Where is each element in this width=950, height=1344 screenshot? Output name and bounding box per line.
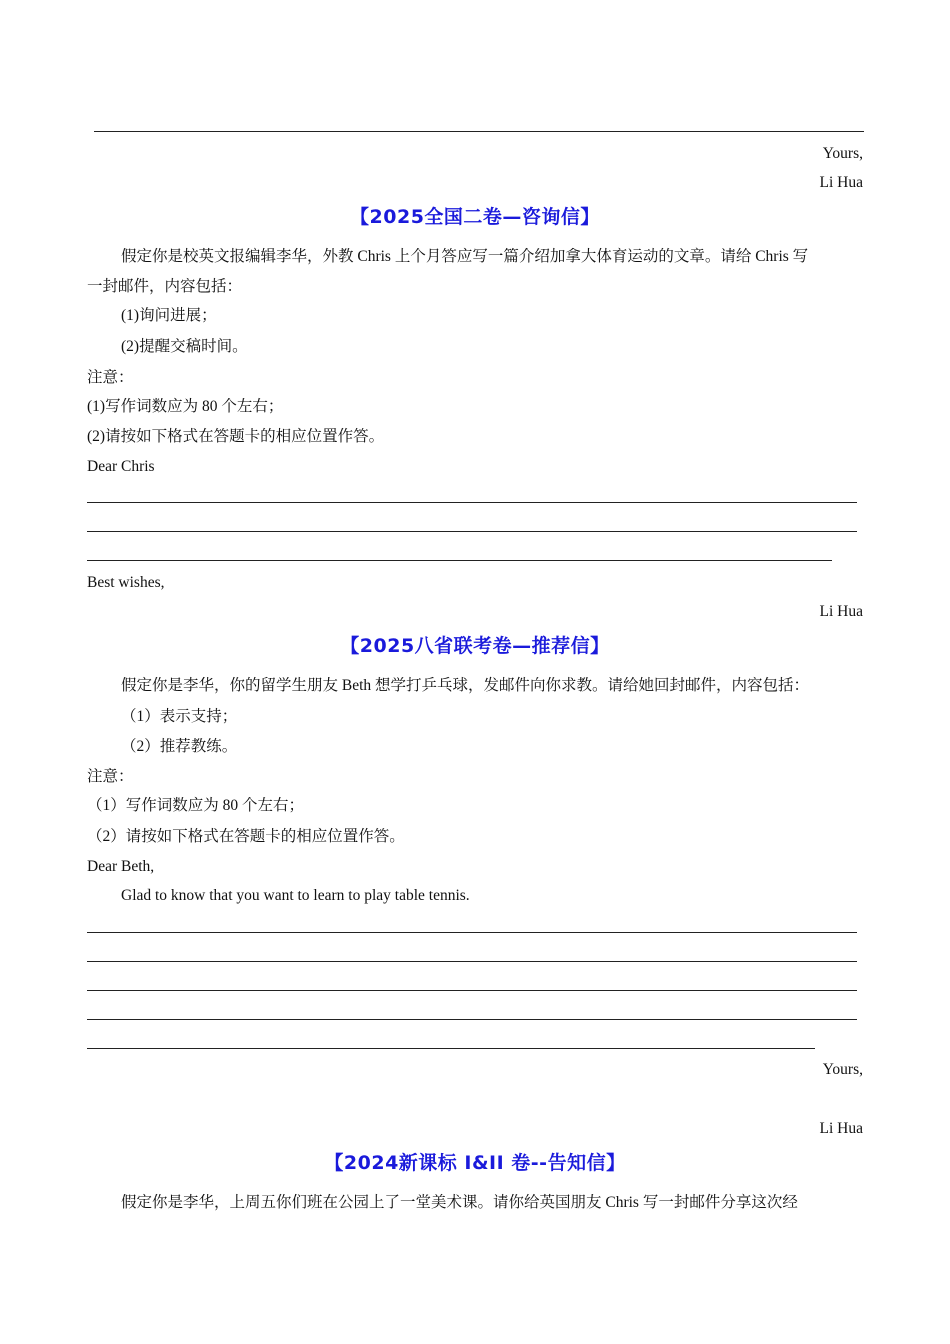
answer-line	[87, 1048, 815, 1049]
salutation: Dear Beth,	[87, 858, 155, 875]
prompt-line: 假定你是校英文报编辑李华，外教 Chris 上个月答应写一篇介绍加拿大体育运动的文章。请给 Chris 写	[121, 248, 809, 265]
answer-line	[87, 990, 857, 991]
closing-yours: Yours,	[822, 145, 863, 162]
note-item: （1）写作词数应为 80 个左右；	[87, 797, 305, 814]
content-point: (2)提醒交稿时间。	[121, 338, 248, 355]
closing-yours: Yours,	[822, 1061, 863, 1078]
note-item: (2)请按如下格式在答题卡的相应位置作答。	[87, 428, 385, 445]
section-heading-2025-national-2: 【2025全国二卷—咨询信】	[350, 206, 600, 228]
answer-line	[87, 1019, 857, 1020]
answer-line	[87, 531, 857, 532]
answer-line	[87, 961, 857, 962]
signature: Li Hua	[819, 603, 863, 620]
closing: Best wishes,	[87, 574, 165, 591]
salutation: Dear Chris	[87, 458, 155, 475]
answer-line	[87, 502, 857, 503]
section-heading-2025-eight-provinces: 【2025八省联考卷—推荐信】	[340, 635, 610, 657]
note-item: （2）请按如下格式在答题卡的相应位置作答。	[87, 828, 405, 845]
content-point: （2）推荐教练。	[121, 738, 238, 755]
note-label: 注意：	[87, 369, 134, 386]
content-point: （1）表示支持；	[121, 708, 238, 725]
prompt-line: 假定你是李华，上周五你们班在公园上了一堂美术课。请你给英国朋友 Chris 写一封邮件分享这次经	[121, 1194, 798, 1211]
note-item: (1)写作词数应为 80 个左右；	[87, 398, 284, 415]
answer-line	[94, 131, 864, 132]
answer-line	[87, 560, 832, 561]
opening-sentence: Glad to know that you want to learn to play table tennis.	[121, 887, 470, 904]
signature: Li Hua	[819, 174, 863, 191]
signature: Li Hua	[819, 1120, 863, 1137]
section-heading-2024-new-curriculum: 【2024新课标 I&II 卷--告知信】	[324, 1152, 626, 1174]
prompt-line: 假定你是李华，你的留学生朋友 Beth 想学打乒乓球，发邮件向你求教。请给她回封邮件，内容包括：	[121, 677, 810, 694]
answer-line	[87, 932, 857, 933]
note-label: 注意：	[87, 768, 134, 785]
content-point: (1)询问进展；	[121, 307, 217, 324]
prompt-line: 一封邮件，内容包括：	[87, 278, 243, 295]
